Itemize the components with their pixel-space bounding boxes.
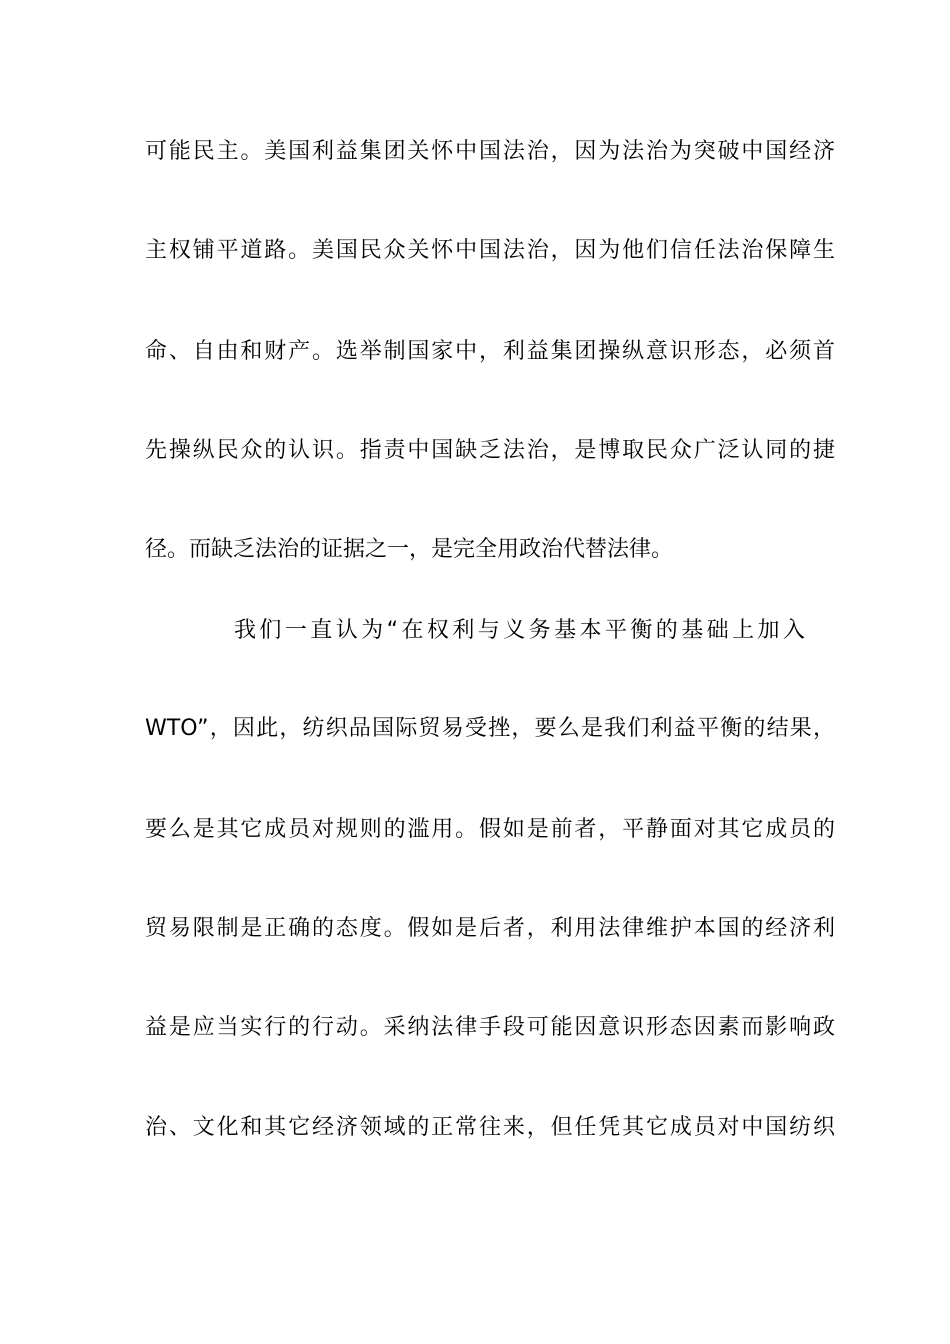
text-line: 命、自由和财产。选举制国家中，利益集团操纵意识形态，必须首 <box>145 339 835 364</box>
text-line: 可能民主。美国利益集团关怀中国法治，因为法治为突破中国经济 <box>145 139 835 164</box>
text-line: 贸易限制是正确的态度。假如是后者，利用法律维护本国的经济利 <box>145 916 835 941</box>
text-line: 主权铺平道路。美国民众关怀中国法治，因为他们信任法治保障生 <box>145 238 835 263</box>
paragraph-first-line: 我们一直认为“在权利与义务基本平衡的基础上加入 <box>234 618 805 643</box>
text-line: WTO”，因此，纺织品国际贸易受挫，要么是我们利益平衡的结果， <box>145 716 835 741</box>
text-line: 径。而缺乏法治的证据之一，是完全用政治代替法律。 <box>145 537 674 562</box>
text-line: 治、文化和其它经济领域的正常往来，但任凭其它成员对中国纺织 <box>145 1115 835 1140</box>
text-line: 要么是其它成员对规则的滥用。假如是前者，平静面对其它成员的 <box>145 817 835 842</box>
text-line: 先操纵民众的认识。指责中国缺乏法治，是博取民众广泛认同的捷 <box>145 438 835 463</box>
text-line: 益是应当实行的行动。采纳法律手段可能因意识形态因素而影响政 <box>145 1015 835 1040</box>
